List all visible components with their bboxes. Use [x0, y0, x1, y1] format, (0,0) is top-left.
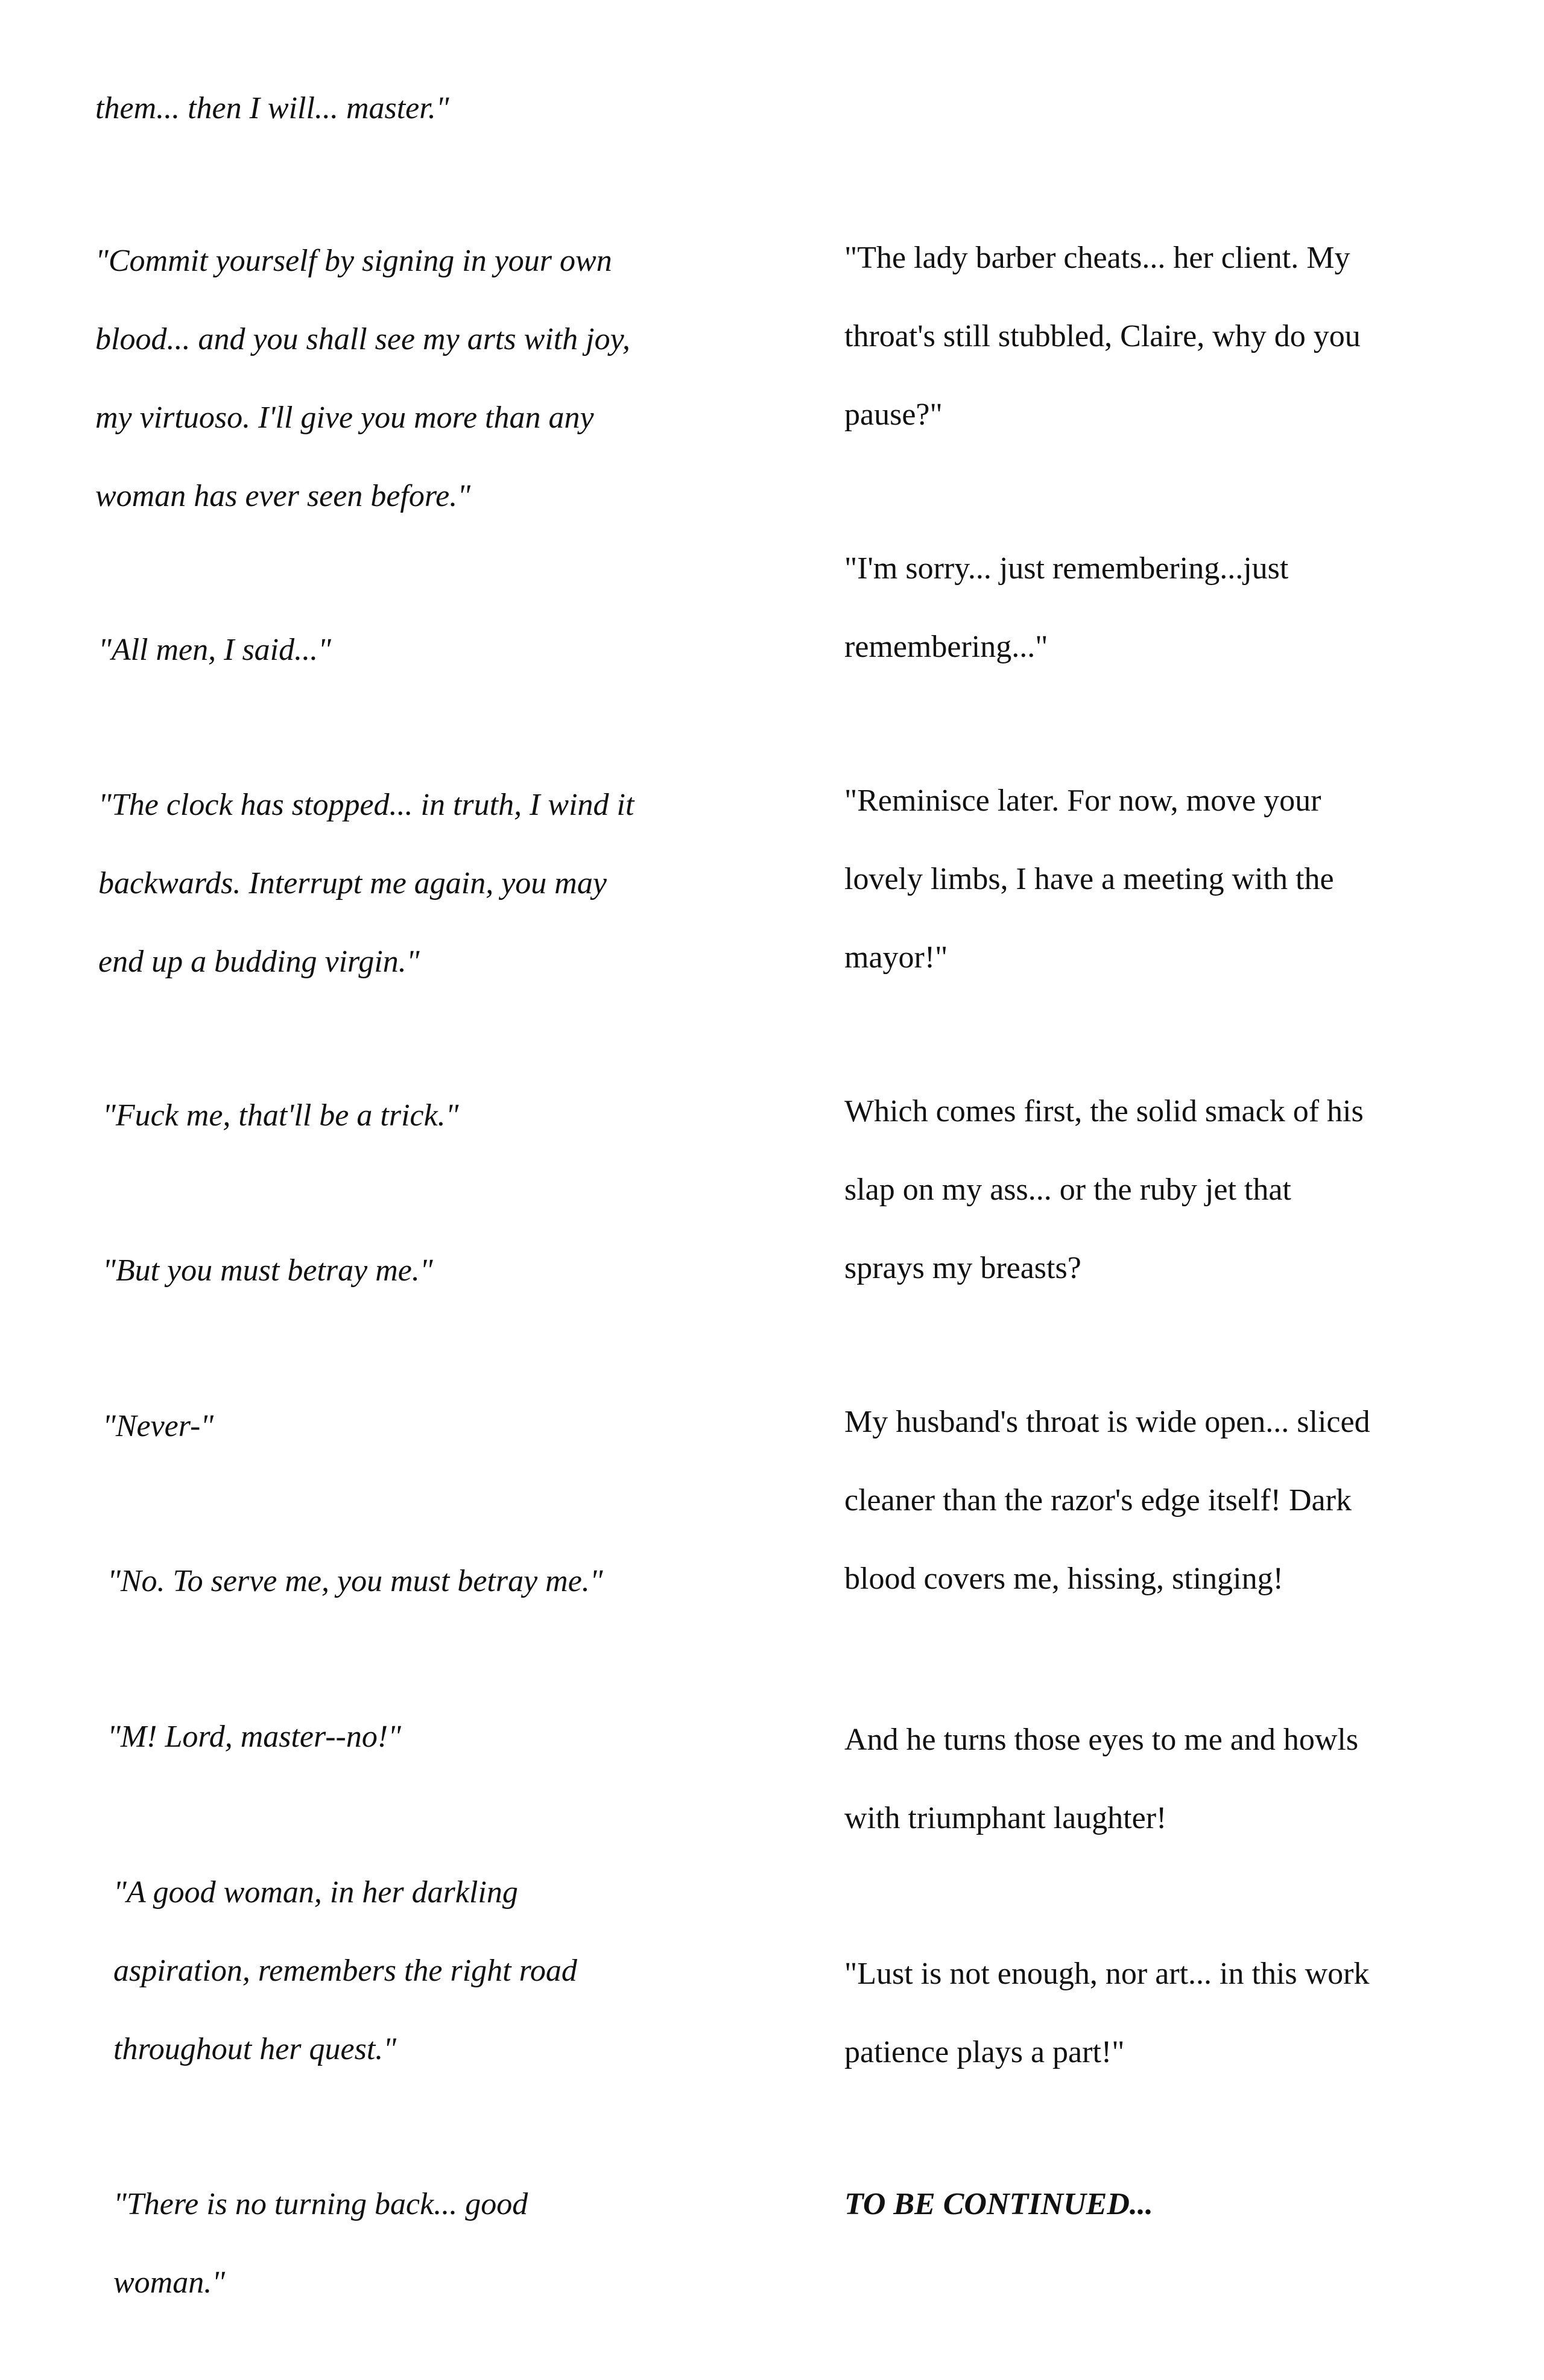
paragraph-line: "But you must betray me.": [103, 1253, 433, 1288]
paragraph-line: backwards. Interrupt me again, you may: [98, 866, 607, 900]
paragraph-line: aspiration, remembers the right road: [113, 1954, 577, 1988]
paragraph-line: "The clock has stopped... in truth, I wind it: [98, 788, 634, 822]
paragraph-line: "A good woman, in her darkling: [113, 1875, 518, 1910]
paragraph-line: Which comes first, the solid smack of his: [844, 1094, 1364, 1128]
paragraph-line: "There is no turning back... good: [113, 2187, 528, 2221]
paragraph-line: "Lust is not enough, nor art... in this work: [844, 1957, 1370, 1991]
paragraph-line: slap on my ass... or the ruby jet that: [844, 1173, 1291, 1207]
paragraph-line: blood covers me, hissing, stinging!: [844, 1562, 1283, 1596]
paragraph-line: my virtuoso. I'll give you more than any: [95, 400, 594, 435]
paragraph-line: "Fuck me, that'll be a trick.": [103, 1098, 459, 1133]
paragraph-line: "Never-": [103, 1409, 214, 1443]
paragraph-line: blood... and you shall see my arts with joy,: [95, 322, 630, 356]
paragraph-line: "Reminisce later. For now, move your: [844, 783, 1321, 818]
paragraph-line: woman.": [113, 2265, 226, 2300]
paragraph-line: woman has ever seen before.": [95, 479, 471, 513]
paragraph-line: end up a budding virgin.": [98, 945, 420, 979]
paragraph-line: sprays my breasts?: [844, 1251, 1081, 1285]
paragraph-line: patience plays a part!": [844, 2035, 1125, 2069]
paragraph-line: "All men, I said...": [98, 633, 331, 667]
paragraph-line: cleaner than the razor's edge itself! Dark: [844, 1483, 1352, 1518]
paragraph-line: mayor!": [844, 940, 948, 975]
paragraph-line: "The lady barber cheats... her client. My: [844, 241, 1350, 275]
paragraph-line: "No. To serve me, you must betray me.": [107, 1564, 603, 1598]
paragraph-line: My husband's throat is wide open... sliced: [844, 1405, 1370, 1439]
paragraph-line: "I'm sorry... just remembering...just: [844, 551, 1289, 586]
paragraph-line: throat's still stubbled, Claire, why do you: [844, 319, 1361, 353]
paragraph-line: with triumphant laughter!: [844, 1801, 1167, 1835]
paragraph-line: lovely limbs, I have a meeting with the: [844, 862, 1334, 896]
paragraph-line: remembering...": [844, 630, 1048, 664]
paragraph-line: pause?": [844, 397, 943, 432]
paragraph-line: them... then I will... master.": [95, 91, 449, 125]
paragraph-line: And he turns those eyes to me and howls: [844, 1723, 1359, 1757]
to-be-continued-heading: TO BE CONTINUED...: [844, 2187, 1153, 2221]
paragraph-line: throughout her quest.": [113, 2032, 397, 2066]
paragraph-line: "Commit yourself by signing in your own: [95, 244, 612, 278]
paragraph-line: "M! Lord, master--no!": [107, 1720, 401, 1754]
